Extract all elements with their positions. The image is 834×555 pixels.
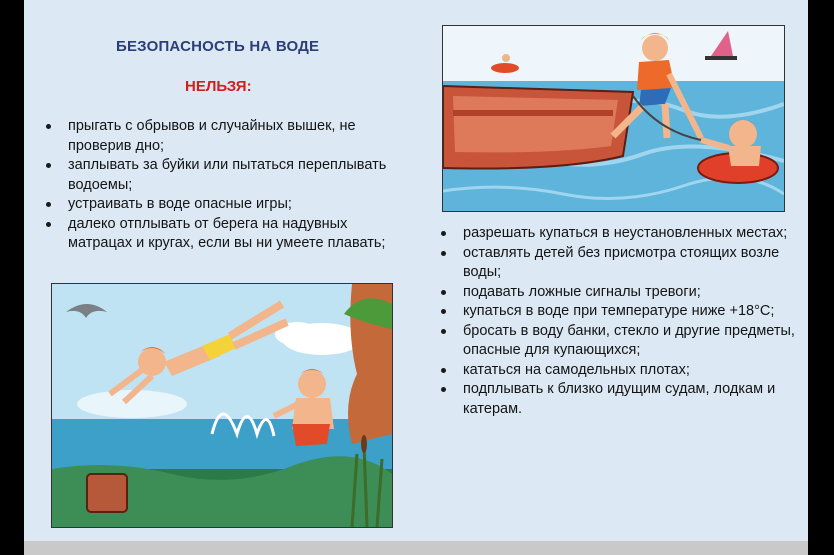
rule-item: далеко отплывать от берега на надувных матрацах и кругах, если вы ни умеете плавать; [44,215,394,254]
prohibited-heading: НЕЛЬЗЯ: [185,78,252,95]
rules-list-left [44,117,394,254]
rule-item: кататься на самодельных плотах; [439,361,799,381]
rule-item: оставлять детей без присмотра стоящих возле воды; [439,244,799,283]
poster-title: БЕЗОПАСНОСТЬ НА ВОДЕ [116,38,320,55]
rule-item: подавать ложные сигналы тревоги; [439,283,799,303]
rule-item: прыгать с обрывов и случайных вышек, не проверив дно; [44,117,394,156]
rule-item: устраивать в воде опасные игры; [44,195,394,215]
diving-swimmers-illustration [51,283,393,528]
rule-item: подплывать к близко идущим судам, лодкам и катерам. [439,380,799,419]
rule-item: заплывать за буйки или пытаться переплывать водоемы; [44,156,394,195]
safety-poster-page [24,0,808,555]
rule-item: купаться в воде при температуре ниже +18°С; [439,302,799,322]
diving-image [52,284,392,527]
rule-item: разрешать купаться в неустановленных местах; [439,224,799,244]
boat-rescue-image [443,26,784,211]
rules-list-right [439,224,799,419]
boat-rescue-illustration [442,25,785,212]
rule-item: бросать в воду банки, стекло и другие предметы, опасные для купающихся; [439,322,799,361]
